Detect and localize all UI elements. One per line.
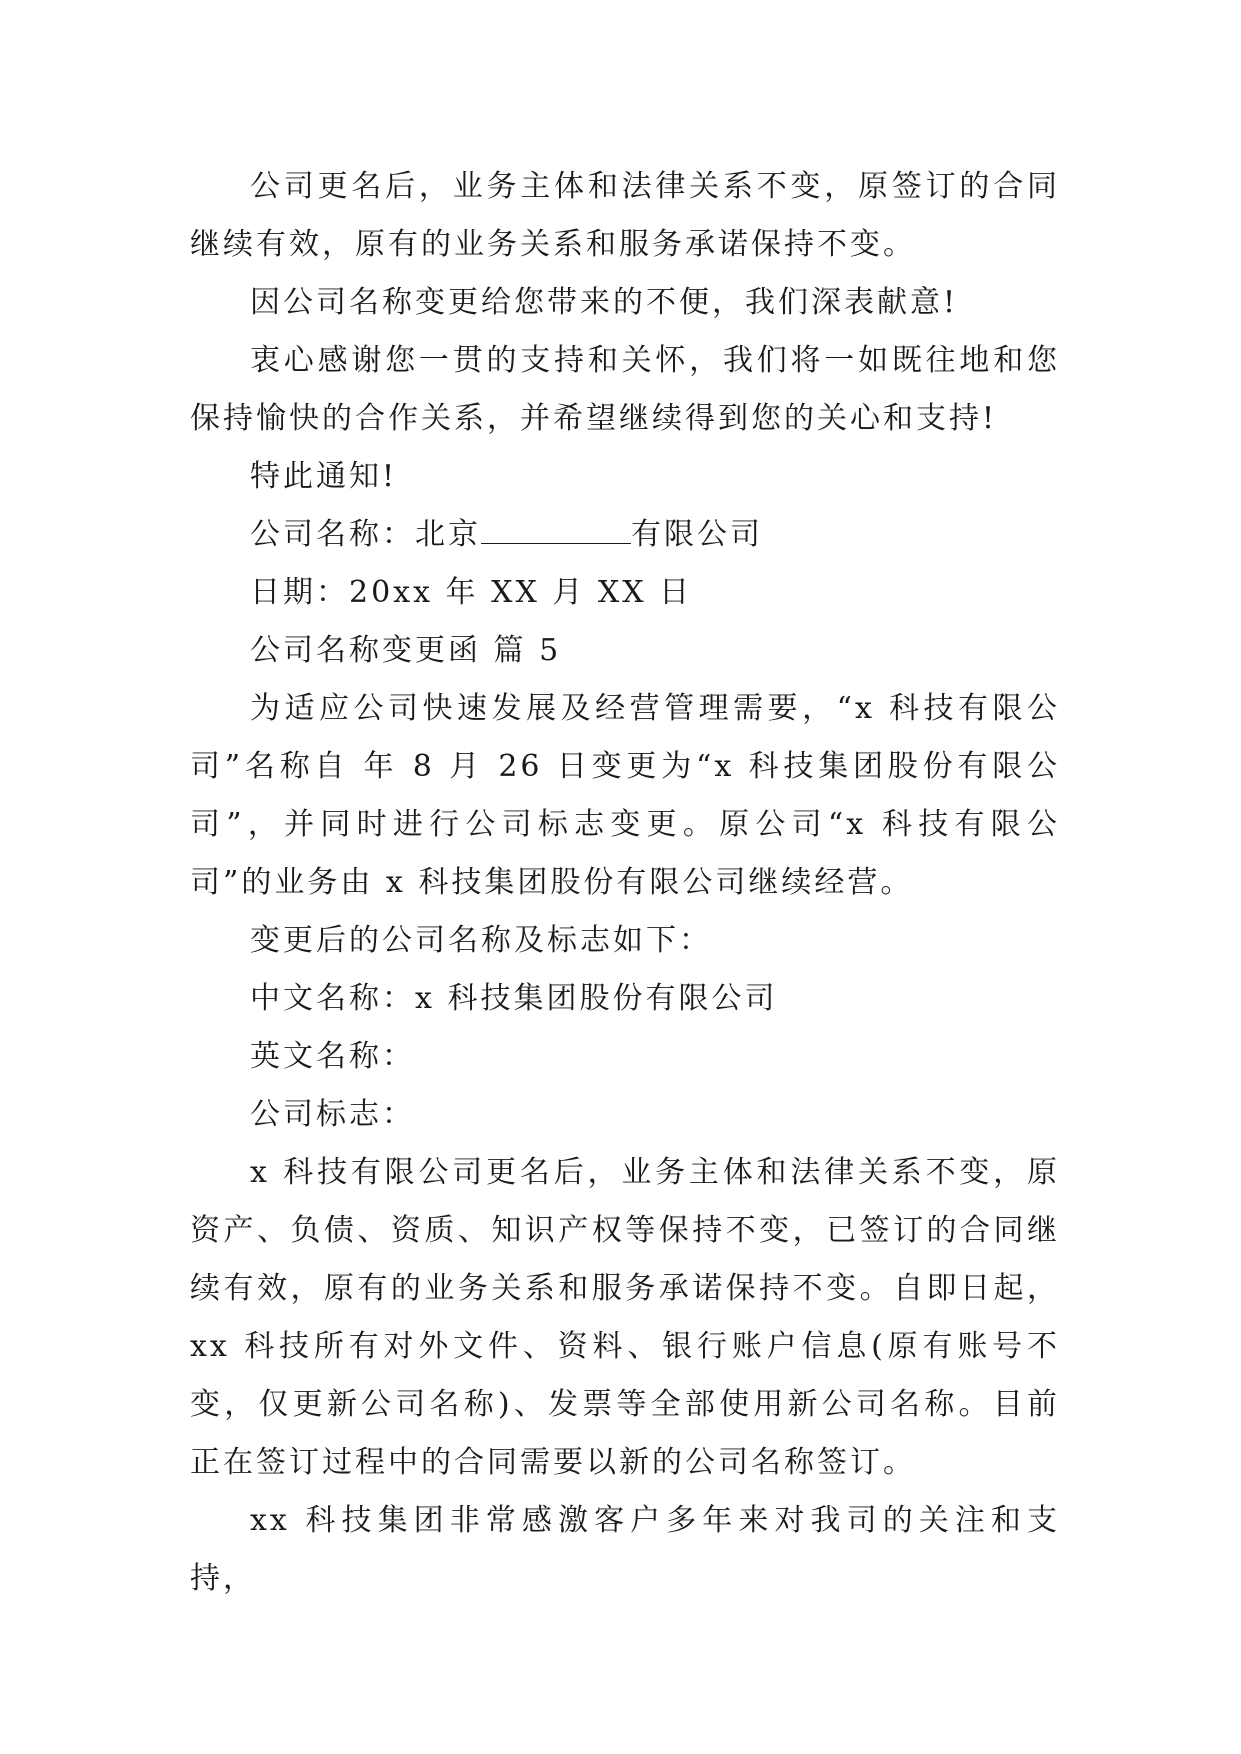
company-name-prefix: 公司名称：北京 bbox=[250, 517, 481, 552]
paragraph-name-change: 为适应公司快速发展及经营管理需要，“x 科技有限公司”名称自 年 8 月 26 日变更为“x 科技集团股份有限公司”，并同时进行公司标志变更。原公司“x 科技有限公司”的业务由 x 科技集团股份有限公司继续经营。 bbox=[190, 691, 1060, 900]
paragraph-thanks: 衷心感谢您一贯的支持和关怀，我们将一如既往地和您保持愉快的合作关系，并希望继续得到您的关心和支持! bbox=[190, 343, 1060, 436]
section-title: 公司名称变更函 篇 5 bbox=[250, 633, 562, 668]
chinese-name-line: 中文名称：x 科技集团股份有限公司 bbox=[250, 981, 778, 1016]
company-name-blank bbox=[481, 515, 631, 544]
paragraph-gratitude: xx 科技集团非常感激客户多年来对我司的关注和支持， bbox=[190, 1503, 1060, 1596]
paragraph-new-name-intro: 变更后的公司名称及标志如下： bbox=[250, 923, 712, 958]
paragraph-apology: 因公司名称变更给您带来的不便，我们深表献意! bbox=[250, 285, 959, 320]
date-line: 日期：20xx 年 XX 月 XX 日 bbox=[250, 575, 693, 610]
company-logo-line: 公司标志： bbox=[250, 1097, 415, 1132]
document-body bbox=[190, 158, 1060, 1608]
english-name-line: 英文名称： bbox=[250, 1039, 415, 1074]
paragraph-rename-effect: 公司更名后，业务主体和法律关系不变，原签订的合同继续有效，原有的业务关系和服务承诺保持不变。 bbox=[190, 169, 1060, 262]
paragraph-after-rename: x 科技有限公司更名后，业务主体和法律关系不变，原资产、负债、资质、知识产权等保持不变，已签订的合同继续有效，原有的业务关系和服务承诺保持不变。自即日起，xx 科技所有对外文件、资料、银行账户信息(原有账号不变，仅更新公司名称)、发票等全部使用新公司名称。目前正在签订过程中的合同需要以新的公司名称签订。 bbox=[190, 1155, 1060, 1480]
company-name-line bbox=[190, 506, 1060, 564]
paragraph-notice: 特此通知! bbox=[250, 459, 398, 494]
company-name-suffix: 有限公司 bbox=[631, 517, 763, 552]
